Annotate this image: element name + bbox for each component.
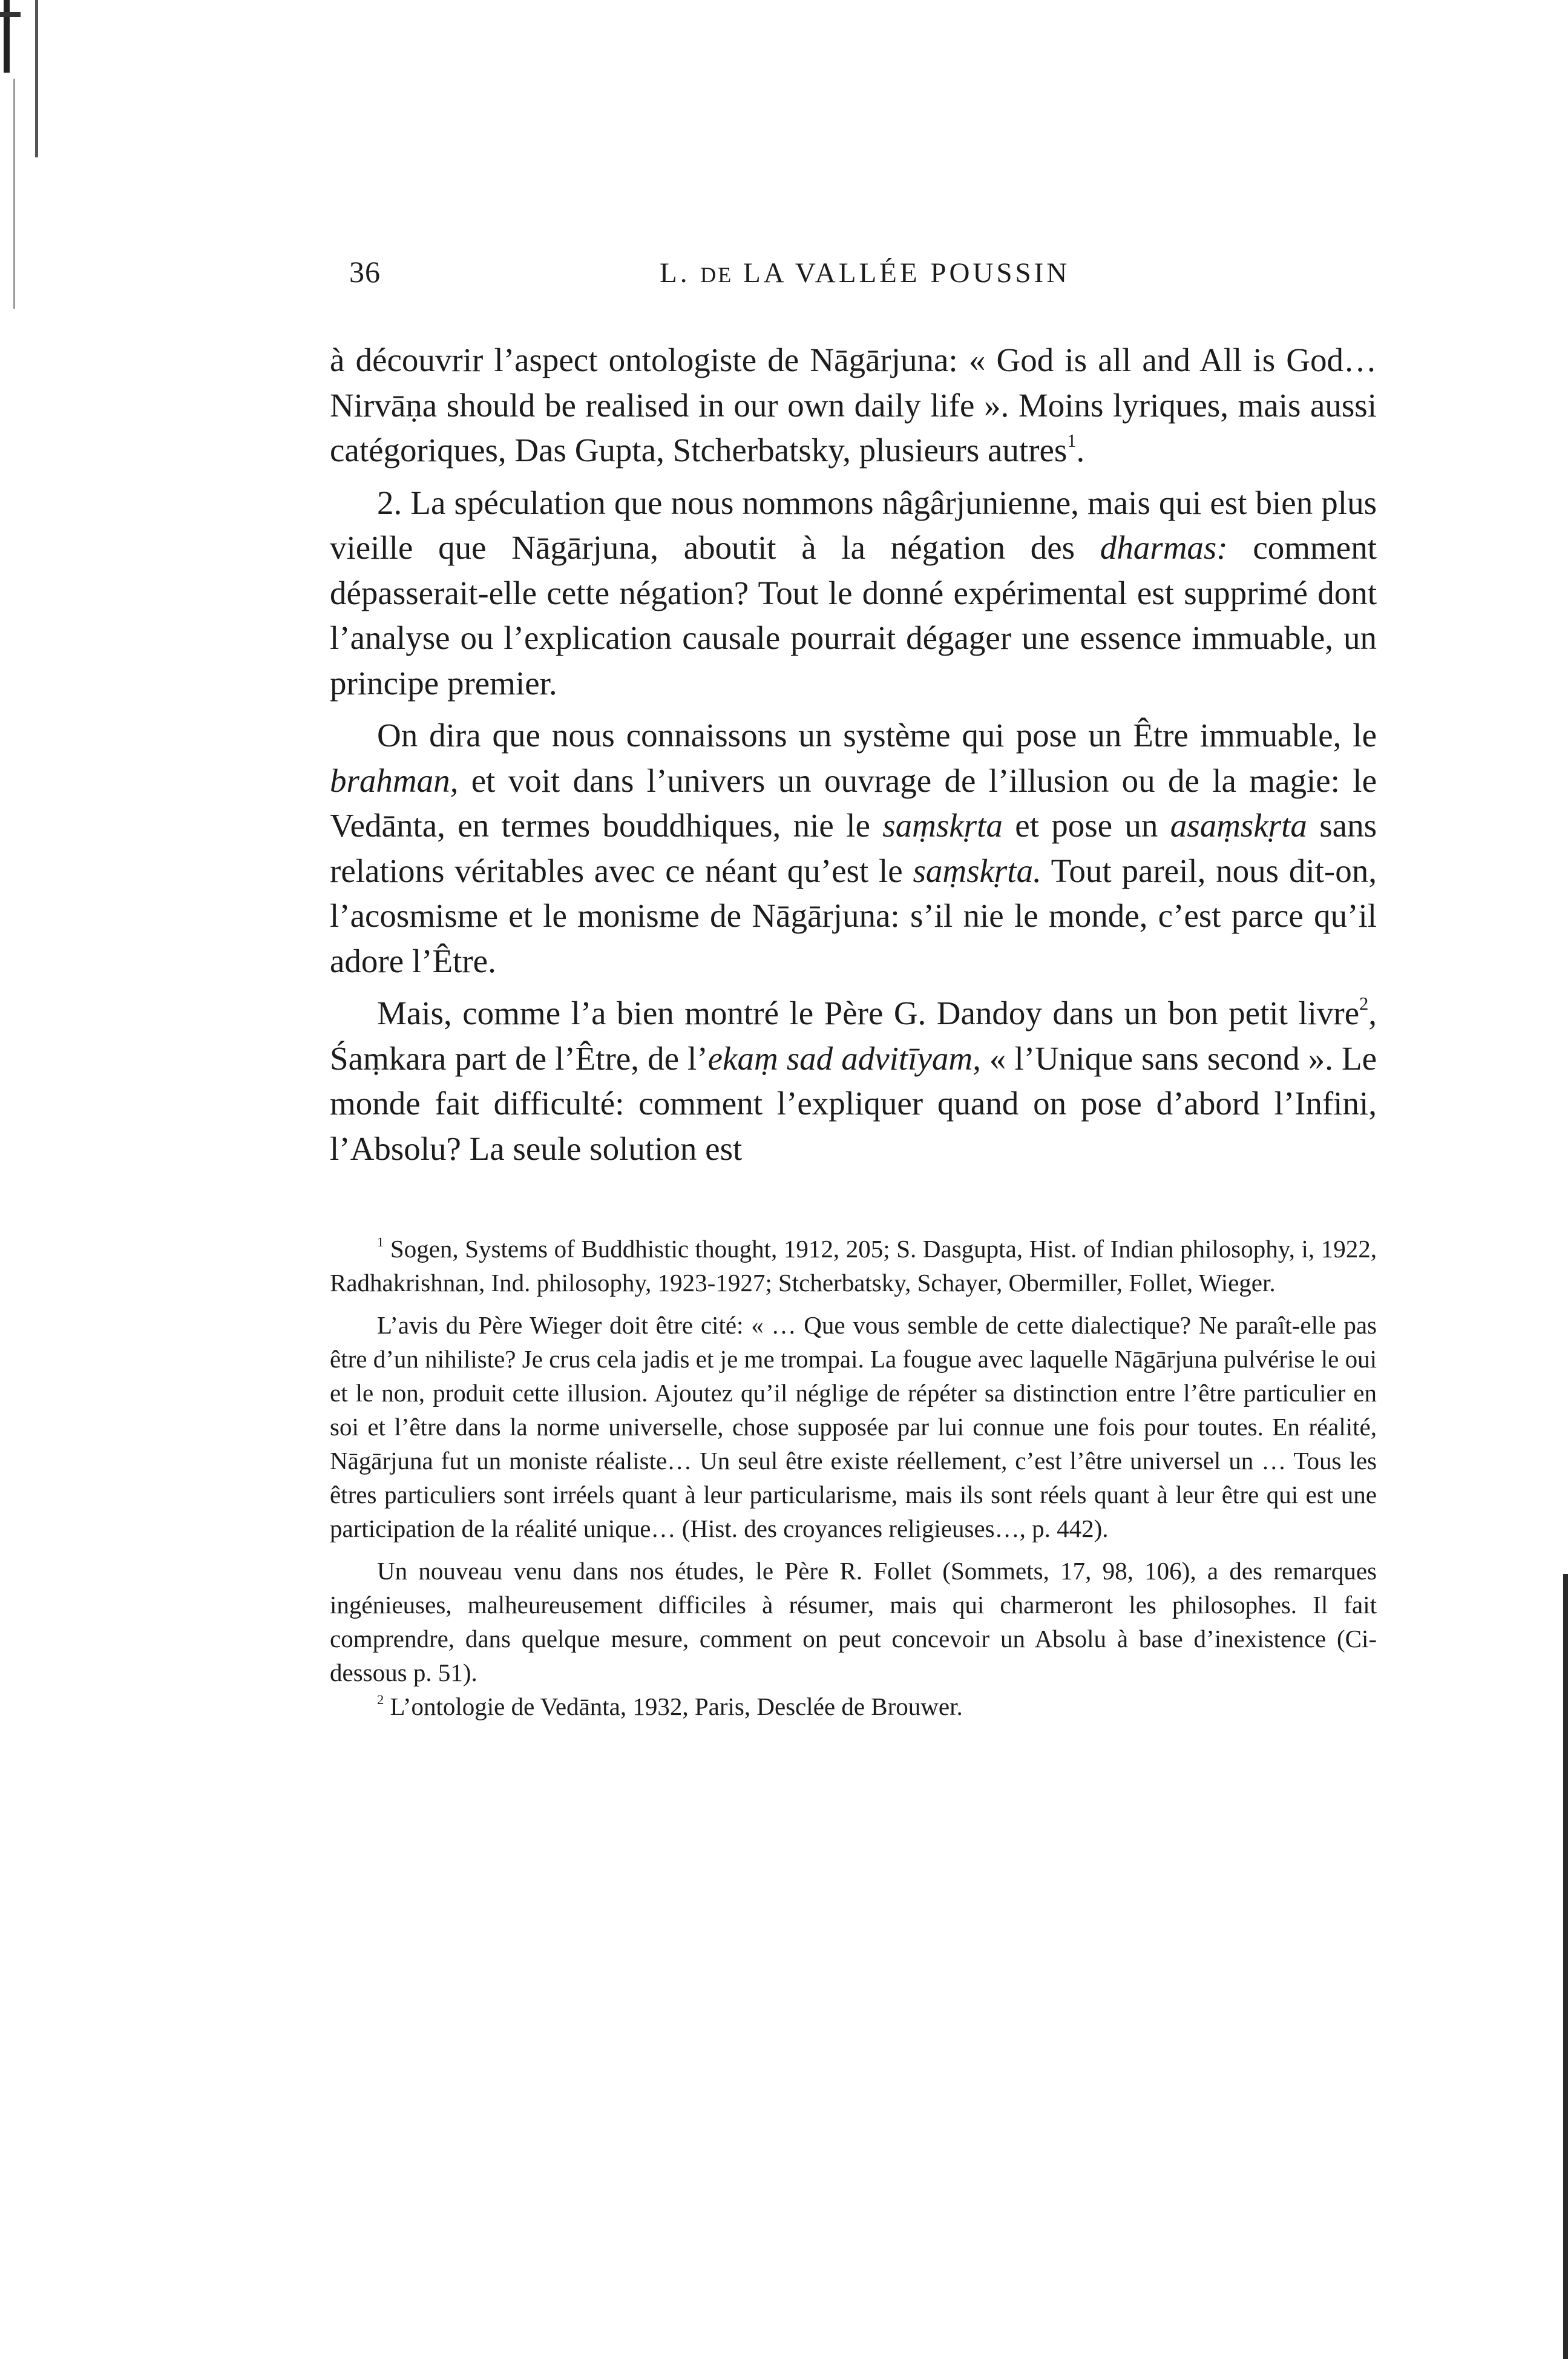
term-samskrta: saṃskṛta	[882, 807, 1003, 844]
page-number: 36	[349, 255, 381, 289]
footnote-ref-2[interactable]: 2	[1359, 993, 1369, 1014]
scan-mark	[13, 79, 15, 309]
footnote-1-wieger: L’avis du Père Wieger doit être cité: « … Que vous semble de cette dialectique? Ne paraît-elle pas être d’un nihiliste? Je crus cela jadis et je me trompai. La fougue avec laquelle Nāgārjuna pulvérise le oui et le non, produit cette illusion. Ajoutez qu’il néglige de répéter sa distinction entre l’être particulier en soi et l’être dans la norme universelle, chose supposée par lui connue une fois pour toutes. En réalité, Nāgārjuna fut un moniste réaliste… Un seul être existe réellement, c’est l’être universel un … Tous les êtres particuliers sont irréels quant à leur particularisme, mais ils sont réels quant à leur être qui est une participation de la réalité unique… (Hist. des croyances religieuses…, p. 442).	[330, 1311, 1377, 1542]
scan-edge-left	[0, 0, 36, 2359]
paragraph-3-text-c: et pose un	[1002, 807, 1170, 844]
paragraph-1	[330, 338, 1377, 473]
author-initial: L.	[660, 257, 691, 289]
footnote-1-text: Sogen, Systems of Buddhistic thought, 1912, 205; S. Dasgupta, Hist. of Indian philosophy, i, 1922, Radhakrishnan, Ind. philosophy, 1923-1927; Stcherbatsky, Schayer, Obermiller, Follet, Wieger.	[330, 1235, 1377, 1297]
term-ekam-sad-advitiyam: ekaṃ sad advitīyam,	[707, 1039, 981, 1077]
footnotes	[330, 1232, 1377, 1723]
paragraph-4-text-c: « l’Unique sans second ». Le monde fait difficulté: comment l’expliquer quand on pose d’abord l’Infini, l’Absolu? La seule solution est	[330, 1039, 1377, 1167]
footnote-ref-1[interactable]: 1	[1067, 430, 1077, 451]
page	[330, 254, 1377, 1723]
paragraph-2	[330, 481, 1377, 706]
term-dharmas: dharmas:	[1100, 529, 1228, 566]
term-samskrta: saṃskṛta.	[913, 852, 1042, 889]
scan-mark	[35, 0, 38, 157]
term-brahman: brahman,	[330, 762, 459, 799]
paragraph-2-text-a: 2. La spéculation que nous nommons nâgârjunienne, mais qui est bien plus vieille que Nāgārjuna, aboutit à la négation des	[330, 484, 1377, 566]
page-header	[330, 254, 1377, 303]
scan-mark	[4, 0, 10, 73]
paragraph-1-text: à découvrir l’aspect ontologiste de Nāgārjuna: « God is all and All is God… Nirvāṇa should be realised in our own daily life ». Moins lyriques, mais aussi catégoriques, Das Gupta, Stcherbatsky, plusieurs autres	[330, 341, 1377, 469]
footnote-2-text: L’ontologie de Vedānta, 1932, Paris, Desclée de Brouwer.	[384, 1693, 963, 1720]
body-text	[330, 338, 1377, 1171]
paragraph-3-text-a: On dira que nous connaissons un système qui pose un Être immuable, le	[377, 717, 1377, 754]
paragraph-2-text-b: comment dépasserait-elle cette négation? Tout le donné expérimental est supprimé dont l’analyse ou l’explication causale pourrait dégager une essence immuable, un principe premier.	[330, 529, 1377, 702]
footnote-marker-1: 1	[377, 1234, 384, 1249]
footnote-2	[330, 1689, 1377, 1723]
scan-edge-right	[1563, 1574, 1568, 2359]
paragraph-3	[330, 713, 1377, 984]
author-name: LA VALLÉE POUSSIN	[743, 257, 1071, 289]
paragraph-1-end: .	[1076, 432, 1085, 469]
paragraph-3-text-e: Tout pareil, nous dit-on, l’acosmisme et le monisme de Nāgārjuna: s’il nie le monde, c’est parce qu’il adore l’Être.	[330, 852, 1377, 979]
scan-mark	[0, 12, 21, 17]
author-particle: DE	[700, 263, 733, 287]
paragraph-4	[330, 991, 1377, 1171]
paragraph-4-text-b: , Śaṃkara part de l’Être, de l’	[330, 995, 1377, 1077]
footnote-1-follet: Un nouveau venu dans nos études, le Père R. Follet (Sommets, 17, 98, 106), a des remarques ingénieuses, malheureusement difficiles à résumer, mais qui charmeront les philosophes. Il fait comprendre, dans quelque mesure, comment on peut concevoir un Absolu à base d’inexistence (Ci-dessous p. 51).	[330, 1557, 1377, 1686]
paragraph-3-text-d: sans relations véritables avec ce néant qu’est le	[330, 807, 1377, 889]
paragraph-3-text-b: et voit dans l’univers un ouvrage de l’illusion ou de la magie: le Vedānta, en termes bouddhiques, nie le	[330, 762, 1377, 844]
paragraph-4-text-a: Mais, comme l’a bien montré le Père G. Dandoy dans un bon petit livre	[377, 995, 1360, 1031]
footnote-1	[330, 1232, 1377, 1300]
running-head	[660, 257, 1070, 289]
term-asamskrta: asaṃskṛta	[1170, 807, 1307, 844]
footnote-marker-2: 2	[377, 1691, 384, 1707]
